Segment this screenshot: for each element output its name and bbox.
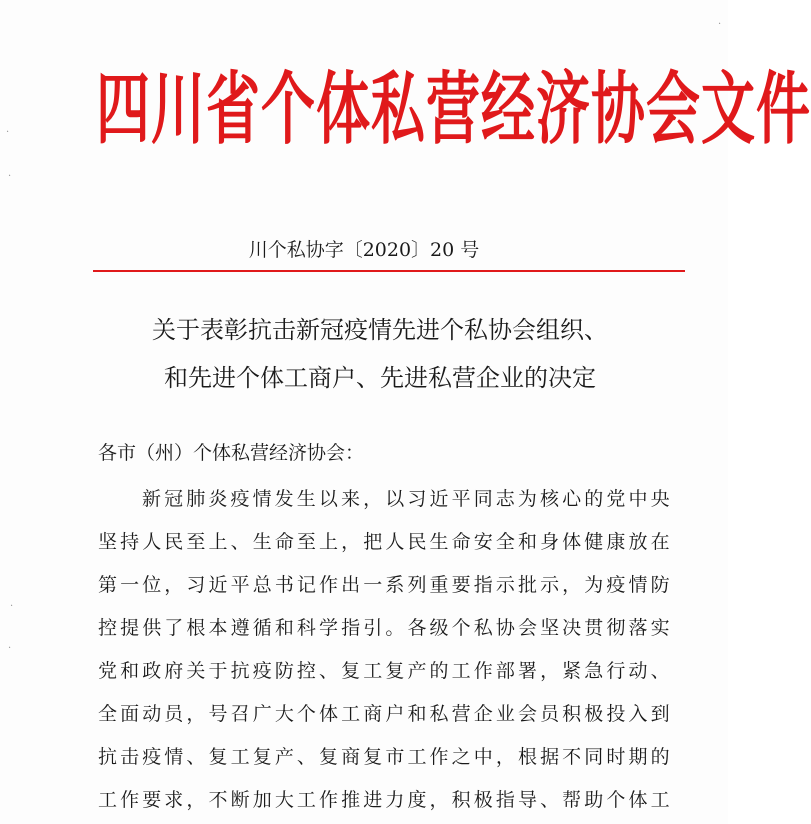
red-divider-line xyxy=(93,270,685,272)
body-paragraph-line: 控提供了根本遵循和科学指引。各级个私协会坚决贯彻落实 xyxy=(98,617,670,639)
document-title-line-1: 关于表彰抗击新冠疫情先进个私协会组织、 xyxy=(152,316,608,344)
body-paragraph-line: 工作要求，不断加大工作推进力度，积极指导、帮助个体工 xyxy=(98,789,670,811)
scan-speck: · xyxy=(8,643,12,654)
salutation: 各市（州）个体私营经济协会： xyxy=(98,442,365,464)
body-paragraph-line: 第一位，习近平总书记作出一系列重要指示批示，为疫情防 xyxy=(98,574,670,596)
body-paragraph-line: 新冠肺炎疫情发生以来，以习近平同志为核心的党中央 xyxy=(142,488,670,510)
scan-speck: · xyxy=(718,19,722,30)
document-title-line-2: 和先进个体工商户、先进私营企业的决定 xyxy=(164,364,596,392)
body-paragraph-line: 全面动员，号召广大个体工商户和私营企业会员积极投入到 xyxy=(98,703,670,725)
document-header-title: 四川省个体私营经济协会文件 xyxy=(96,63,811,155)
body-paragraph-line: 抗击疫情、复工复产、复商复市工作之中，根据不同时期的 xyxy=(98,746,670,768)
body-paragraph-line: 坚持人民至上、生命至上，把人民生命安全和身体健康放在 xyxy=(98,531,670,553)
scan-speck: · xyxy=(10,601,14,612)
scan-speck: · xyxy=(8,171,12,182)
scan-speck: · xyxy=(6,127,10,138)
body-paragraph-line: 党和政府关于抗疫防控、复工复产的工作部署，紧急行动、 xyxy=(98,660,670,682)
document-number: 川个私协字〔2020〕20 号 xyxy=(248,239,480,261)
